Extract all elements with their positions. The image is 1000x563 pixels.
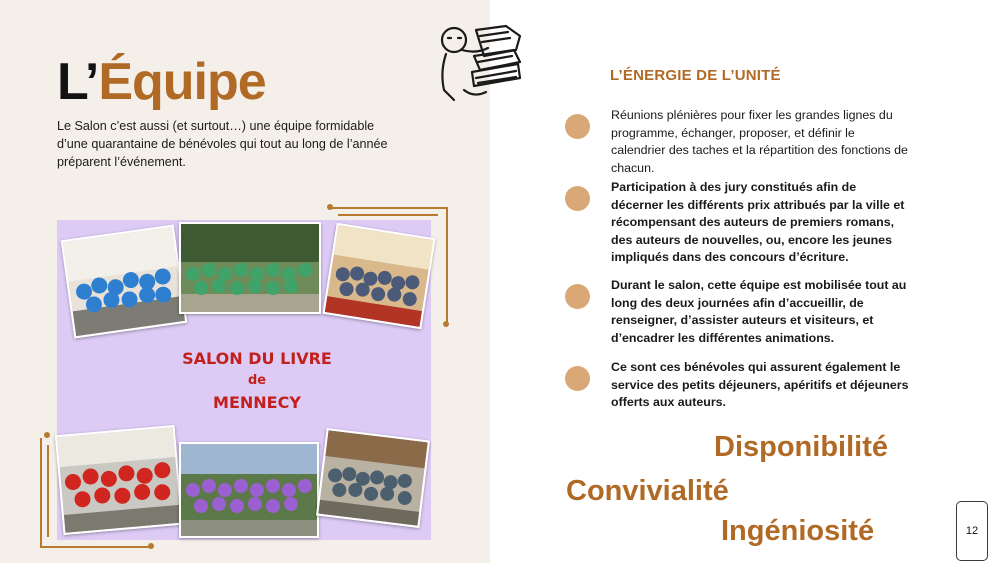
photo-team-indoor — [322, 223, 435, 330]
photo-team-red — [55, 425, 183, 535]
decorative-dot — [443, 321, 449, 327]
value-convivialite: Convivialité — [566, 475, 729, 507]
bullet-dot — [565, 186, 590, 211]
decorative-line — [47, 445, 49, 537]
decorative-line — [40, 546, 152, 548]
bullet-text: Durant le salon, cette équipe est mobilisée tout au long des deux journées afin d’accueillir, de renseigner, d’assister auteurs et visiteurs, et d’encadrer les différentes animations. — [611, 278, 907, 345]
photo-team-green — [179, 222, 321, 314]
bullet-dot — [565, 366, 590, 391]
decorative-line — [446, 207, 448, 325]
bullet-text: Ce sont ces bénévoles qui assurent également le service des petits déjeuners, apéritifs et déjeuners offerts aux auteurs. — [611, 360, 909, 409]
decorative-dot — [327, 204, 333, 210]
decorative-dot — [148, 543, 154, 549]
section-heading: L’ÉNERGIE DE L’UNITÉ — [610, 67, 781, 84]
photo-team-tent — [316, 428, 430, 528]
page-number: 12 — [956, 501, 988, 561]
photo-team-blue — [61, 225, 188, 339]
volunteer-photo-collage — [57, 220, 431, 540]
page-title: L’Équipe — [57, 53, 266, 111]
collage-title: SALON DU LIVRE de MENNECY — [182, 349, 332, 412]
intro-paragraph: Le Salon c’est aussi (et surtout…) une équipe formidable d’une quarantaine de bénévoles qui tout au long de l’année préparent l’événement. — [57, 119, 388, 169]
decorative-line — [40, 438, 42, 548]
decorative-line — [338, 214, 438, 216]
bullet-dot — [565, 284, 590, 309]
photo-team-purple — [179, 442, 319, 538]
value-ingeniosite: Ingéniosité — [721, 515, 875, 547]
bullet-text: Participation à des jury constitués afin de décerner les différents prix attribués par la ville et récompensant des auteurs de premiers romans, des auteurs de nouvelles, ou, encore les jeunes impliqués dans des concours d’écriture. — [611, 180, 905, 264]
bullet-dot — [565, 114, 590, 139]
bullet-text: Réunions plénières pour fixer les grandes lignes du programme, échanger, proposer, et définir le calendrier des taches et la répartition des fonctions de chacun. — [611, 108, 908, 175]
decorative-dot — [44, 432, 50, 438]
stack-of-books-illustration — [432, 20, 532, 106]
value-disponibilite: Disponibilité — [714, 431, 888, 463]
decorative-line — [330, 207, 448, 209]
